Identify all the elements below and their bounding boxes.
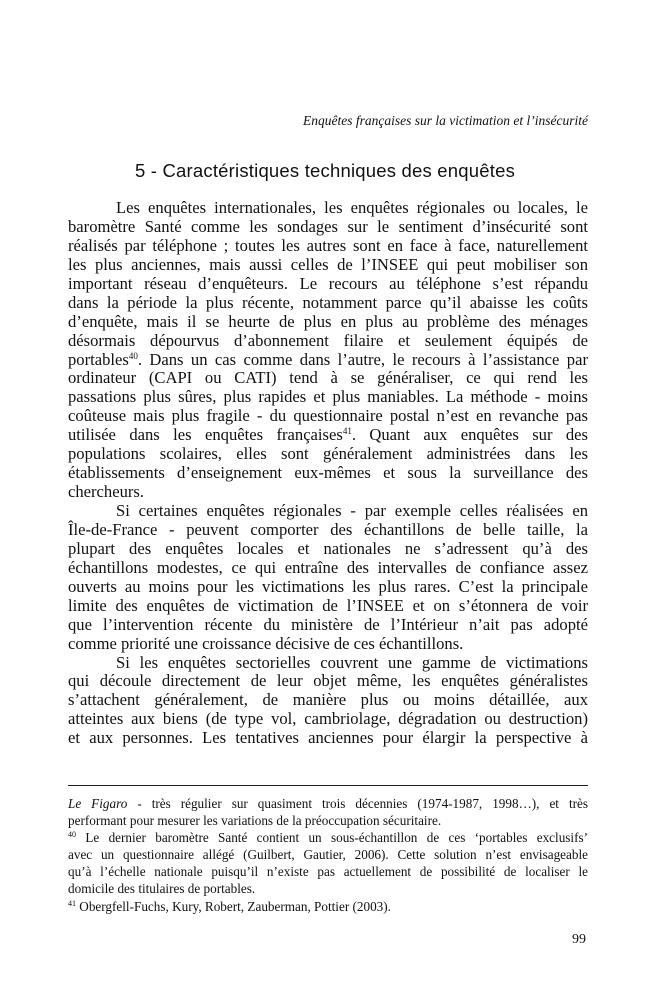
text-span: coûteuse mais plus fragile - du questionnaire postal n’est en revanche pas [68,406,588,426]
text-span: qui découle directement de leur objet même, les enquêtes généralistes [68,671,588,691]
text-span: performant pour mesurer les variations de la préoccupation sécuritaire. [68,813,442,829]
body-line [68,540,588,559]
text-span: domicile des titulaires de portables. [68,881,256,897]
text-span: comme priorité une croissance décisive de ces échantillons. [68,633,464,653]
footnote-line [68,812,588,829]
text-span: s’attachent généralement, de manière plus ou moins détaillée, aux [68,690,588,710]
footnote-ref: 40 [68,830,76,840]
text-span: populations scolaires, elles sont généralement administrées dans les [68,444,588,464]
footnote-line [68,863,588,880]
text-span: Les enquêtes internationales, les enquêtes régionales ou locales, le [116,198,588,217]
text-span: . Dans un cas comme dans l’autre, le recours à l’assistance par [137,349,588,369]
footnote-line [68,795,588,812]
text-span: portables [68,349,129,369]
body-line [68,672,588,691]
body-line [68,426,588,445]
text-span: - très régulier sur quasiment trois décennies (1974-1987, 1998…), et très [127,796,588,811]
body-line [68,445,588,464]
text-span: Si certaines enquêtes régionales - par exemple celles réalisées en [116,501,588,520]
text-span: passations plus sûres, plus rapides et plus maniables. La méthode - moins [68,387,588,407]
body-line [68,729,588,748]
text-span: qu’à l’échelle nationale puisqu’il n’existe pas actuellement de possibilité de localiser le [68,864,588,880]
text-span: désormais dépourvus d’abonnement filaire et seulement équipés de [68,330,588,350]
page-number: 99 [572,932,586,947]
body-line [68,483,588,502]
body-line [68,294,588,313]
footnote-line [68,898,588,915]
body-line [68,256,588,275]
body-line [68,407,588,426]
text-span: réalisés par téléphone ; toutes les autres sont en face à face, naturellement [68,235,588,255]
text-span: échantillons modestes, ce qui entraîne des intervalles de confiance assez [68,557,588,577]
text-span: ouverts au moins pour les victimations les plus rares. C’est la principale [68,576,588,596]
footnote-ref: 41 [68,898,76,908]
text-span: . Quant aux enquêtes sur des [351,425,589,445]
body-line [68,691,588,710]
text-span: baromètre Santé comme les sondages sur le sentiment d’insécurité sont [68,216,588,236]
body-line [68,521,588,540]
text-span: Le dernier baromètre Santé contient un sous-échantillon de ces ‘portables exclusifs’ [76,830,588,846]
body-line [68,635,588,654]
text-span: Si les enquêtes sectorielles couvrent une gamme de victimations [116,652,588,672]
text-span: d’enquête, mais il se heurte de plus en plus au problème des ménages [68,311,588,331]
body-line [68,502,588,521]
text-span: Le Figaro [68,796,128,811]
text-span: Obergfell-Fuchs, Kury, Robert, Zauberman, Pottier (2003). [76,898,391,914]
text-span: limite des enquêtes de victimation de l’INSEE et on s’étonnera de voir [68,595,588,615]
text-span: plupart des enquêtes locales et nationales ne s’adressent qu’à des [68,538,588,558]
text-span: Île-de-France - peuvent comporter des échantillons de belle taille, la [68,519,588,539]
text-span: dans la période la plus récente, notamment parce qu’il abaisse les coûts [68,292,588,312]
footnotes [68,795,588,915]
body-line [68,237,588,256]
body-line [68,710,588,729]
body-line [68,578,588,597]
text-span: important réseau d’enquêteurs. Le recours au téléphone s’est répandu [68,273,588,293]
body-line [68,369,588,388]
footnote-ref: 40 [128,350,138,361]
text-span: avec un questionnaire allégé (Guilbert, Gautier, 2006). Cette solution n’est envisageable [68,847,588,863]
body-line [68,275,588,294]
body-text [68,199,588,748]
section-title: 5 - Caractéristiques techniques des enquêtes [134,160,516,181]
body-line [68,654,588,673]
body-line [68,351,588,370]
text-span: que l’intervention récente du ministère de l’Intérieur n’ait pas adopté [68,614,588,634]
footnote-ref: 41 [342,426,352,437]
body-line [68,464,588,483]
text-span: utilisée dans les enquêtes françaises [68,425,343,445]
text-span: établissements d’enseignement eux-mêmes et sous la surveillance des [68,463,588,483]
footnote-separator [68,785,588,786]
text-span: les plus anciennes, mais aussi celles de l’INSEE qui peut mobiliser son [68,254,588,274]
footnote-line [68,846,588,863]
body-line [68,616,588,635]
body-line [68,559,588,578]
body-line [68,218,588,237]
text-span: ordinateur (CAPI ou CATI) tend à se généraliser, ce qui rend les [68,368,588,388]
text-span: et aux personnes. Les tentatives anciennes pour élargir la perspective à [68,728,588,748]
body-line [68,388,588,407]
footnote-line [68,829,588,846]
text-span: atteintes aux biens (de type vol, cambriolage, dégradation ou destruction) [68,709,588,729]
body-line [68,597,588,616]
body-line [68,199,588,218]
running-header: Enquêtes françaises sur la victimation et l’insécurité [303,113,588,128]
footnote-line [68,880,588,897]
text-span: chercheurs. [68,482,145,502]
body-line [68,313,588,332]
body-line [68,332,588,351]
